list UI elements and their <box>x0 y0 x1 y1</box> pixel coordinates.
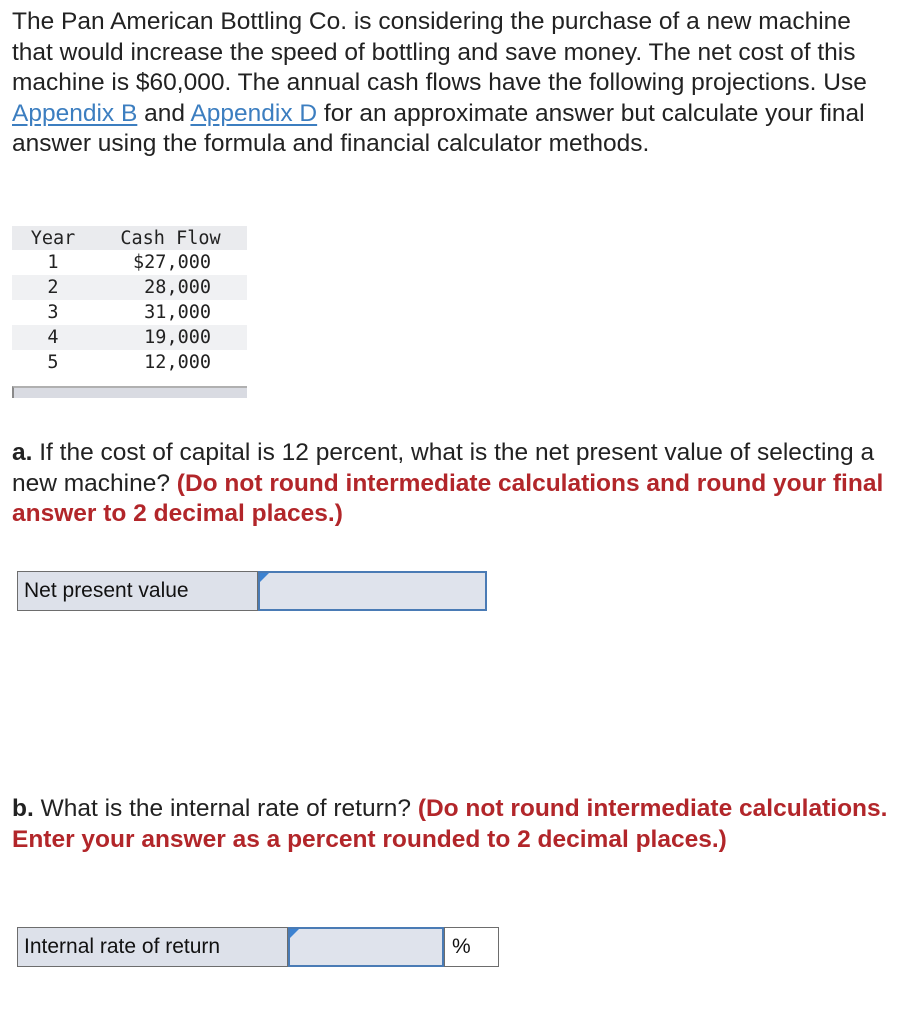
question-b-text: What is the internal rate of return? <box>33 795 418 822</box>
npv-answer-row <box>17 571 487 611</box>
table-row <box>12 325 247 350</box>
table-row <box>12 300 247 325</box>
cash-flow-cell: $27,000 <box>133 252 211 273</box>
question-a-letter: a. <box>12 439 33 466</box>
irr-input[interactable] <box>288 927 444 967</box>
year-cell: 1 <box>47 252 59 273</box>
intro-text-end: for an approximate answer but calculate your final answer using the formula and financial calculator methods. <box>12 99 865 157</box>
question-b-instruction: (Do not round intermediate calculations. Enter your answer as a percent rounded to 2 decimal places.) <box>12 795 888 853</box>
irr-label: Internal rate of return <box>17 927 288 967</box>
question-b-letter: b. <box>12 795 34 822</box>
percent-unit: % <box>444 927 499 967</box>
question-a-instruction: (Do not round intermediate calculations and round your final answer to 2 decimal places.) <box>12 469 884 527</box>
npv-input[interactable] <box>258 571 487 611</box>
question-a-text: If the cost of capital is 12 percent, what is the net present value of selecting a new machine? <box>12 439 875 497</box>
year-cell: 2 <box>12 275 94 300</box>
npv-label: Net present value <box>17 571 258 611</box>
table-footer-bar <box>12 386 247 398</box>
year-header: Year <box>12 226 94 250</box>
npv-input-wrapper <box>258 571 487 611</box>
cash-flow-cell: 19,000 <box>94 325 247 350</box>
problem-statement <box>12 7 897 160</box>
question-b <box>12 794 897 855</box>
irr-input-wrapper <box>288 927 444 967</box>
and-text: and <box>137 99 191 127</box>
table-header-row <box>12 226 247 250</box>
cash-flow-header: Cash Flow <box>94 226 247 250</box>
question-a <box>12 438 897 530</box>
appendix-b-link[interactable]: Appendix B <box>12 99 138 127</box>
intro-text: The Pan American Bottling Co. is considering the purchase of a new machine that would increase the speed of bottling and save money. The net cost of this machine is $60,000. The annual cash flows have the following projections. Use <box>12 8 867 96</box>
year-cell: 5 <box>47 352 59 373</box>
cash-flow-cell: 31,000 <box>144 302 211 323</box>
year-cell: 3 <box>47 302 59 323</box>
cash-flow-cell: 12,000 <box>144 352 211 373</box>
table-row <box>12 275 247 300</box>
appendix-d-link[interactable]: Appendix D <box>190 99 318 127</box>
cash-flow-cell: 28,000 <box>94 275 247 300</box>
table-row <box>12 250 247 275</box>
table-row <box>12 350 247 375</box>
cash-flow-table <box>12 226 247 375</box>
irr-answer-row <box>17 927 499 967</box>
year-cell: 4 <box>12 325 94 350</box>
